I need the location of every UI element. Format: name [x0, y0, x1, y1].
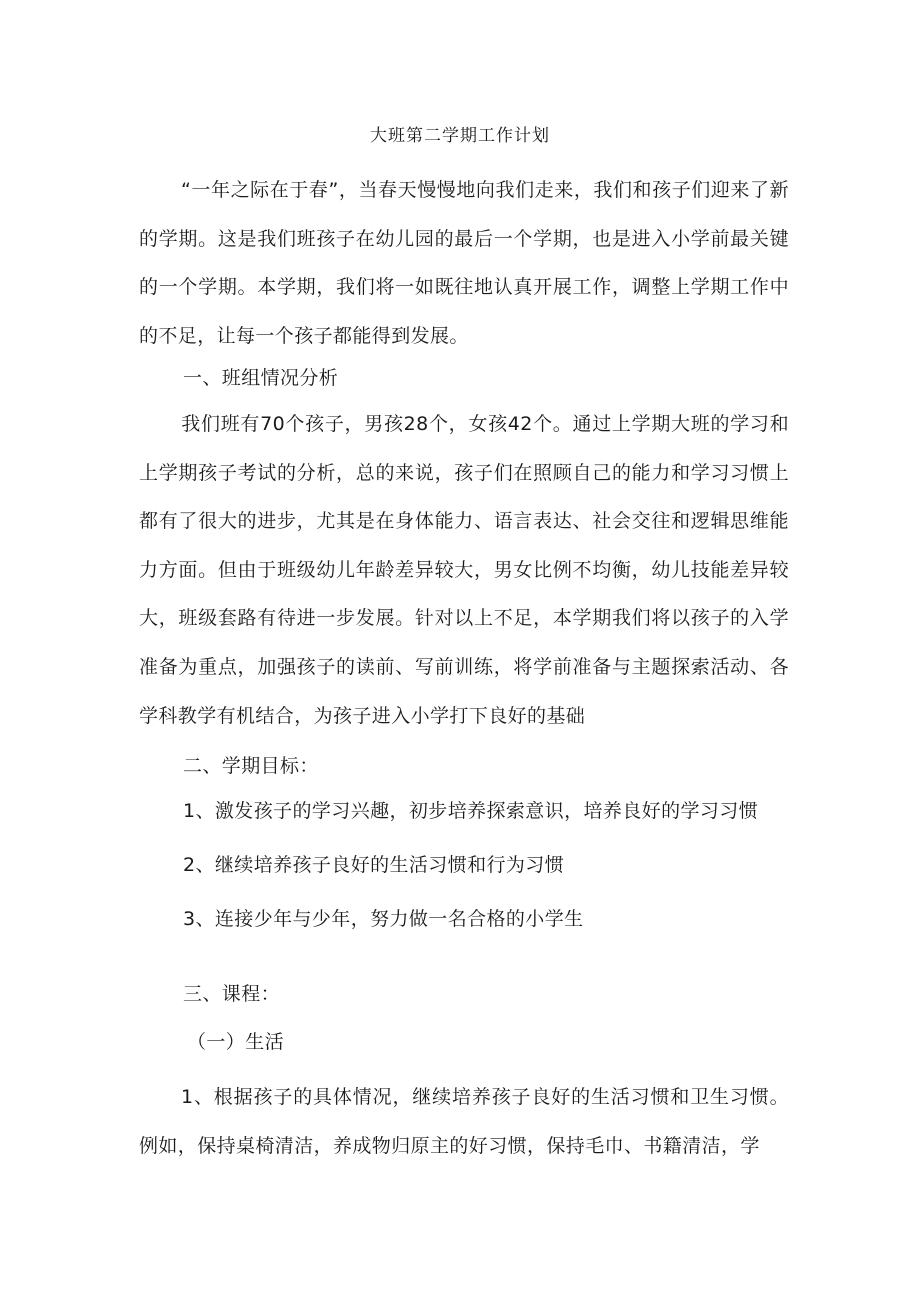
section1-heading: 一、班组情况分析 — [183, 367, 339, 389]
life-item-1-paragraph — [139, 1073, 789, 1170]
subsection1-heading: （一）生活 — [187, 1031, 285, 1053]
goal-item-3: 3、连接少年与少年，努力做一名合格的小学生 — [183, 908, 584, 930]
section3-heading: 三、课程： — [183, 983, 281, 1005]
life-item-1-text: 1、根据孩子的具体情况，继续培养孩子良好的生活习惯和卫生习惯。例如，保持桌椅清洁，养成物归原主的好习惯，保持毛巾、书籍清洁，学 — [139, 1086, 789, 1157]
intro-paragraph — [139, 166, 789, 360]
goal-item-2: 2、继续培养孩子良好的生活习惯和行为习惯 — [183, 854, 565, 876]
intro-text: “一年之际在于春”，当春天慢慢地向我们走来，我们和孩子们迎来了新的学期。这是我们班孩子在幼儿园的最后一个学期，也是进入小学前最关键的一个学期。本学期，我们将一如既往地认真开展工作，调整上学期工作中的不足，让每一个孩子都能得到发展。 — [139, 179, 789, 347]
section1-text: 我们班有70个孩子，男孩28个，女孩42个。通过上学期大班的学习和上学期孩子考试的分析，总的来说，孩子们在照顾自己的能力和学习习惯上都有了很大的进步，尤其是在身体能力、语言表达、社会交往和逻辑思维能力方面。但由于班级幼儿年龄差异较大，男女比例不均衡，幼儿技能差异较大，班级套路有待进一步发展。针对以上不足，本学期我们将以孩子的入学准备为重点，加强孩子的读前、写前训练，将学前准备与主题探索活动、各学科教学有机结合，为孩子进入小学打下良好的基础 — [139, 413, 789, 727]
goal-item-1: 1、激发孩子的学习兴趣，初步培养探索意识，培养良好的学习习惯 — [183, 800, 759, 822]
section2-heading: 二、学期目标： — [183, 755, 319, 777]
document-title: 大班第二学期工作计划 — [370, 126, 550, 146]
section1-paragraph — [139, 400, 789, 740]
